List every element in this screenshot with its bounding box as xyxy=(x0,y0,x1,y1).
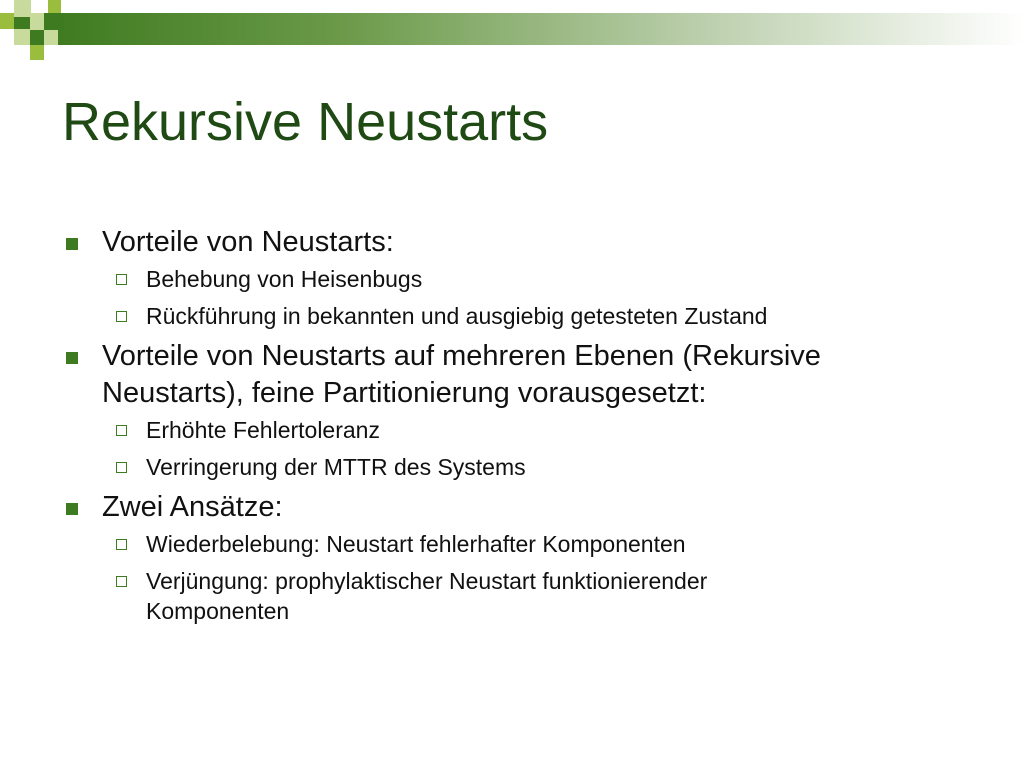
sub-bullet-text: Behebung von Heisenbugs xyxy=(146,266,423,292)
bullet-text: Zwei Ansätze: xyxy=(102,491,283,523)
bullet-item xyxy=(62,224,982,261)
hollow-square-bullet-icon xyxy=(116,462,127,473)
hollow-square-bullet-icon xyxy=(116,539,127,550)
bullet-text-line: Vorteile von Neustarts auf mehreren Ebenen (Rekursive xyxy=(102,340,821,372)
square-bullet-icon xyxy=(66,352,78,364)
slide-title: Rekursive Neustarts xyxy=(62,92,549,152)
decorative-square xyxy=(44,30,58,45)
sub-bullet-item xyxy=(62,452,982,482)
hollow-square-bullet-icon xyxy=(116,274,127,285)
sub-bullet-item xyxy=(62,415,982,445)
sub-bullet-text: Wiederbelebung: Neustart fehlerhafter Komponenten xyxy=(146,531,686,557)
header-gradient-bar xyxy=(50,13,1024,45)
hollow-square-bullet-icon xyxy=(116,311,127,322)
bullet-item xyxy=(62,338,982,412)
sub-bullet-text: Verringerung der MTTR des Systems xyxy=(146,454,526,480)
decorative-square xyxy=(30,30,44,45)
sub-bullet-item xyxy=(62,529,982,559)
sub-bullet-item xyxy=(62,566,982,626)
sub-bullet-item xyxy=(62,301,982,331)
hollow-square-bullet-icon xyxy=(116,425,127,436)
decorative-square xyxy=(30,13,44,30)
decorative-square xyxy=(30,45,44,60)
sub-bullet-item xyxy=(62,264,982,294)
bullet-text: Vorteile von Neustarts: xyxy=(102,226,394,258)
bullet-list xyxy=(62,224,982,633)
decorative-square xyxy=(14,0,31,17)
hollow-square-bullet-icon xyxy=(116,576,127,587)
bullet-text-line: Neustarts), feine Partitionierung vorausgesetzt: xyxy=(102,377,707,409)
sub-bullet-text: Rückführung in bekannten und ausgiebig getesteten Zustand xyxy=(146,303,768,329)
decorative-square xyxy=(44,13,64,30)
decorative-square xyxy=(48,0,61,13)
square-bullet-icon xyxy=(66,503,78,515)
decorative-square xyxy=(14,29,30,45)
decorative-square xyxy=(14,17,30,29)
square-bullet-icon xyxy=(66,238,78,250)
sub-bullet-text-line: Verjüngung: prophylaktischer Neustart funktionierender xyxy=(146,568,708,594)
bullet-item xyxy=(62,489,982,526)
sub-bullet-text: Erhöhte Fehlertoleranz xyxy=(146,417,380,443)
decorative-square xyxy=(0,13,14,29)
sub-bullet-text-line: Komponenten xyxy=(146,598,290,624)
